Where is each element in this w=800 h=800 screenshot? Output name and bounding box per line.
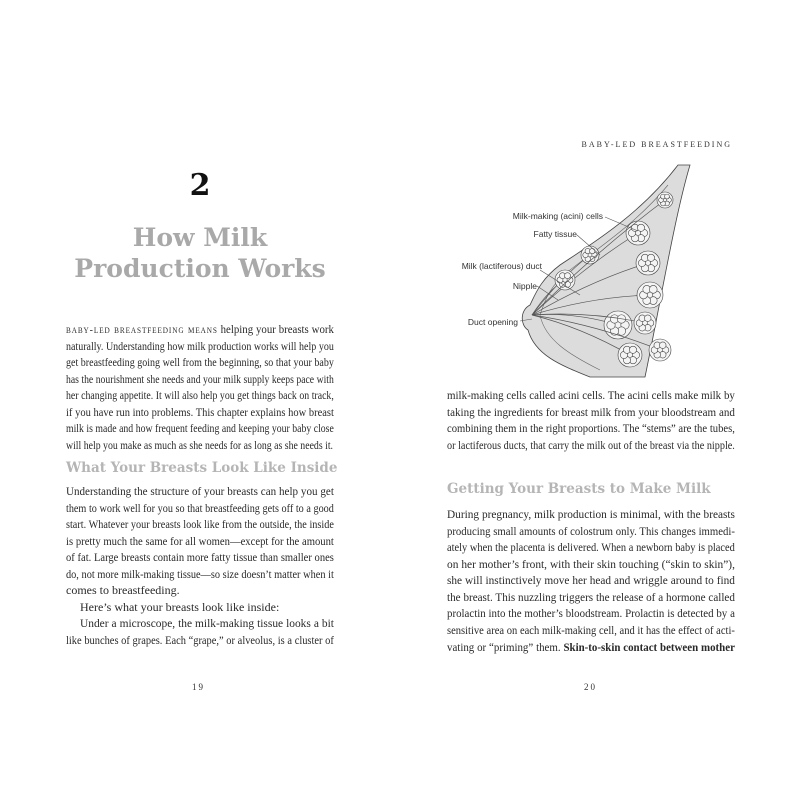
chapter-title-line-2: Production Works [74, 254, 326, 283]
text-line: combining them in the right proportions. The “stems” are the tubes, [447, 421, 735, 435]
label-duct-opening: Duct opening [467, 317, 518, 327]
text-line: if you have run into problems. This chapter explains how breast [66, 404, 334, 419]
text-line: Here’s what your breasts look like inside: [80, 599, 280, 614]
running-head: BABY-LED BREASTFEEDING [581, 140, 732, 149]
text-line: her changing appetite. It will also help you get things back on track, [66, 388, 334, 402]
label-milk-duct: Milk (lactiferous) duct [461, 261, 542, 271]
text-line: will help you make as much as she needs for as long as she needs it. [66, 437, 333, 452]
intro-line [66, 322, 334, 337]
text-line: is pretty much the same for all women—except for the amount [66, 533, 334, 548]
text-line: During pregnancy, milk production is minimal, with the breasts [447, 507, 735, 521]
body-line-last [447, 640, 735, 655]
text-line: milk is made and how frequent feeding and keeping your baby close [66, 421, 334, 435]
text-line: naturally. Understanding how milk production works will help you [66, 338, 334, 353]
page-number-right: 20 [584, 682, 597, 692]
intro-lead: baby-led breastfeeding means [66, 324, 218, 336]
text-line: or lactiferous ducts, that carry the milk out of the breast via the nipple. [447, 437, 735, 452]
text-line: prolactin into the mother’s bloodstream. Prolactin is detected by a [447, 606, 735, 620]
text-line: sensitive area on each milk-making cell, and it has the effect of acti- [447, 622, 735, 637]
breast-anatomy-diagram [440, 155, 740, 380]
text-line: do, not more milk-making tissue—so size doesn’t matter when it [66, 566, 334, 581]
text-line: on her mother’s front, with their skin touching (“skin to skin”), [447, 556, 735, 571]
text-line: producing small amounts of colostrum only. This changes immedi- [447, 523, 735, 538]
text-line: Under a microscope, the milk-making tissue looks a bit [80, 616, 334, 630]
text-line: like bunches of grapes. Each “grape,” or alveolus, is a cluster of [66, 632, 334, 647]
text-line: of fat. Large breasts contain more fatty tissue than smaller ones [66, 550, 334, 564]
text-line: Understanding the structure of your breasts can help you get [66, 484, 334, 498]
text-line: the breast. This nuzzling triggers the release of a hormone called [447, 589, 735, 604]
section-heading: What Your Breasts Look Like Inside [66, 460, 338, 476]
label-fatty-tissue: Fatty tissue [533, 229, 577, 239]
text-line: comes to breastfeeding. [66, 583, 180, 597]
text-line: milk-making cells called acini cells. The acini cells make milk by [447, 388, 735, 402]
text-line: ately when the placenta is delivered. When a newborn baby is placed [447, 540, 735, 554]
label-acini: Milk-making (acini) cells [512, 211, 603, 221]
body-text: vating or “priming” them. [447, 640, 564, 654]
label-nipple: Nipple [512, 281, 537, 291]
text-line: get breastfeeding going well from the beginning, so that your baby [66, 355, 334, 369]
section-heading-right: Getting Your Breasts to Make Milk [447, 481, 711, 497]
text-line: start. Whatever your breasts look like from the outside, the inside [66, 517, 334, 531]
page-number: 19 [192, 682, 205, 692]
bold-text: Skin-to-skin contact between mother [563, 640, 735, 654]
text-line: taking the ingredients for breast milk from your bloodstream and [447, 404, 735, 419]
text-line: has the nourishment she needs and your milk supply keeps pace with [66, 371, 334, 386]
text-line: she will instinctively move her head and wriggle around to find [447, 573, 735, 587]
intro-text: helping your breasts work [217, 322, 334, 336]
chapter-number: 2 [189, 168, 211, 203]
chapter-title-line-1: How Milk [132, 223, 268, 252]
text-line: them to work well for you so that breastfeeding gets off to a good [66, 500, 334, 515]
